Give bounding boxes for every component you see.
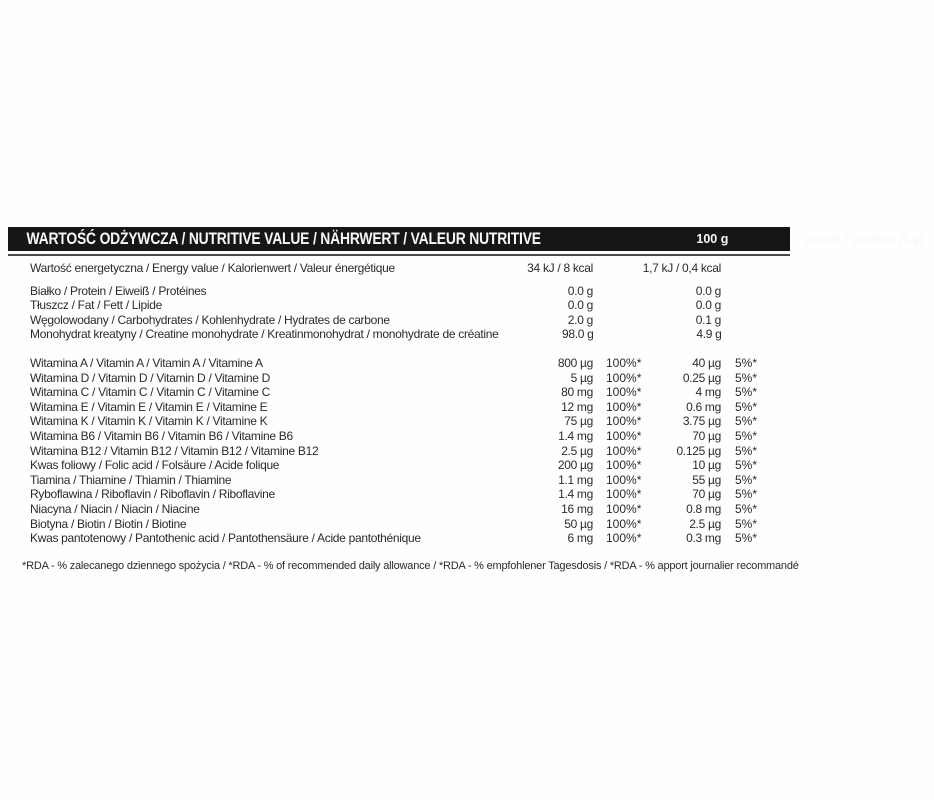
rda-per-100g: 100%* — [606, 414, 642, 429]
nutrition-label — [8, 227, 925, 572]
table-row-riboflavin — [8, 487, 790, 502]
rda-per-portion: 5%* — [735, 355, 758, 370]
row-label: Witamina K / Vitamin K / Vitamin K / Vitamine K — [30, 414, 268, 429]
rda-per-100g: 100%* — [606, 531, 642, 546]
table-row-carbohydrates — [8, 313, 790, 328]
value-per-portion: 4.9 g — [696, 327, 722, 342]
row-label: Kwas pantotenowy / Pantothenic acid / Pantothensäure / Acide pantothénique — [30, 531, 421, 546]
row-label: Monohydrat kreatyny / Creatine monohydrate / Kreatinmonohydrat / monohydrate de créatine — [30, 327, 499, 342]
nutrition-title: WARTOŚĆ ODŻYWCZA / NUTRITIVE VALUE / NÄHRWERT / VALEUR NUTRITIVE — [26, 229, 541, 248]
value-per-portion: 0.1 g — [695, 312, 721, 327]
value-per-portion: 0.3 mg — [686, 531, 721, 546]
rda-per-portion: 5%* — [735, 472, 758, 487]
value-per-portion: 10 µg — [692, 458, 721, 473]
table-row-vitamin-e — [8, 400, 790, 415]
row-label: Węgolowodany / Carbohydrates / Kohlenhydrate / Hydrates de carbone — [30, 312, 390, 327]
table-row-vitamin-k — [8, 414, 790, 429]
value-per-portion: 0.0 g — [695, 283, 721, 298]
table-row-energy — [8, 261, 790, 276]
value-per-portion: 70 µg — [692, 428, 721, 443]
value-per-portion: 4 mg — [695, 385, 721, 400]
rda-per-portion: 5%* — [735, 487, 758, 502]
rda-per-portion: 5%* — [735, 501, 758, 516]
value-per-100g: 800 µg — [557, 355, 593, 370]
value-per-100g: 1.4 mg — [558, 487, 593, 502]
row-label: Ryboflawina / Riboflavin / Riboflavin / Riboflavine — [30, 487, 275, 502]
rda-per-portion: 5%* — [735, 516, 758, 531]
row-label: Białko / Protein / Eiweiß / Protéines — [30, 283, 207, 298]
value-per-portion: 70 µg — [692, 487, 721, 502]
value-per-100g: 98.0 g — [561, 327, 594, 342]
table-row-vitamin-c — [8, 385, 790, 400]
value-per-portion: 0.8 mg — [686, 501, 721, 516]
row-label: Witamina B12 / Vitamin B12 / Vitamin B12 / Vitamine B12 — [30, 443, 319, 458]
value-per-portion: 0.125 µg — [676, 443, 721, 458]
row-label: Tiamina / Thiamine / Thiamin / Thiamine — [30, 472, 232, 487]
value-per-portion: 0.0 g — [695, 298, 721, 313]
row-label: Witamina E / Vitamin E / Vitamin E / Vitamine E — [30, 399, 268, 414]
rda-footnote: *RDA - % zalecanego dziennego spożycia / *RDA - % of recommended daily allowance / *RDA - % empfohlener Tagesdosis / *RDA - % apport journalier recommandé — [22, 559, 799, 572]
rda-per-100g: 100%* — [606, 399, 642, 414]
row-label: Tłuszcz / Fat / Fett / Lipide — [30, 298, 163, 313]
value-per-portion: 40 µg — [692, 355, 721, 370]
row-label: Witamina B6 / Vitamin B6 / Vitamin B6 / Vitamine B6 — [30, 428, 293, 443]
rda-per-100g: 100%* — [606, 516, 642, 531]
nutrition-header-bar — [8, 227, 925, 251]
table-row-vitamin-a — [8, 356, 790, 371]
value-per-portion: 0.25 µg — [682, 370, 721, 385]
rda-per-100g: 100%* — [606, 487, 642, 502]
table-row-pantothenic-acid — [8, 531, 790, 546]
value-per-100g: 12 mg — [561, 399, 593, 414]
rda-per-100g: 100%* — [606, 385, 642, 400]
row-label: Kwas foliowy / Folic acid / Folsäure / Acide folique — [30, 458, 280, 473]
value-per-100g: 6 mg — [567, 531, 593, 546]
value-per-100g: 5 µg — [570, 370, 593, 385]
column-header-100g: 100 g — [696, 232, 729, 246]
macronutrients-section — [8, 284, 790, 342]
rda-per-100g: 100%* — [606, 428, 642, 443]
value-per-portion: 1,7 kJ / 0,4 kcal — [642, 261, 721, 275]
rda-per-100g: 100%* — [606, 355, 642, 370]
rda-per-portion: 5%* — [735, 428, 758, 443]
value-per-portion: 0.6 mg — [686, 399, 721, 414]
value-per-100g: 0.0 g — [567, 283, 593, 298]
value-per-100g: 16 mg — [561, 501, 593, 516]
rda-per-100g: 100%* — [606, 370, 642, 385]
vitamins-section — [8, 356, 790, 546]
row-label: Wartość energetyczna / Energy value / Kalorienwert / Valeur énergétique — [30, 261, 395, 275]
rda-per-portion: 5%* — [735, 458, 758, 473]
value-per-100g: 34 kJ / 8 kcal — [527, 261, 593, 275]
value-per-100g: 200 µg — [557, 458, 593, 473]
row-label: Witamina D / Vitamin D / Vitamin D / Vitamine D — [30, 370, 270, 385]
table-row-thiamine — [8, 473, 790, 488]
table-row-vitamin-b6 — [8, 429, 790, 444]
rda-per-100g: 100%* — [606, 458, 642, 473]
row-label: Niacyna / Niacin / Niacin / Niacine — [30, 501, 200, 516]
value-per-portion: 2.5 µg — [689, 516, 721, 531]
table-row-folic-acid — [8, 458, 790, 473]
value-per-100g: 80 mg — [561, 385, 593, 400]
table-row-vitamin-d — [8, 371, 790, 386]
row-label: Biotyna / Biotin / Biotin / Biotine — [30, 516, 187, 531]
table-row-protein — [8, 284, 790, 299]
value-per-100g: 50 µg — [564, 516, 593, 531]
value-per-100g: 75 µg — [564, 414, 593, 429]
header-divider-rule — [8, 254, 790, 256]
row-label: Witamina C / Vitamin C / Vitamin C / Vitamine C — [30, 385, 270, 400]
rda-per-100g: 100%* — [606, 501, 642, 516]
rda-per-portion: 5%* — [735, 531, 758, 546]
table-row-fat — [8, 298, 790, 313]
rda-per-100g: 100%* — [606, 472, 642, 487]
value-per-portion: 55 µg — [692, 472, 721, 487]
rda-per-portion: 5%* — [735, 370, 758, 385]
value-per-100g: 2.0 g — [567, 312, 593, 327]
value-per-portion: 3.75 µg — [682, 414, 721, 429]
value-per-100g: 1.1 mg — [558, 472, 593, 487]
rda-per-portion: 5%* — [735, 443, 758, 458]
rda-per-portion: 5%* — [735, 385, 758, 400]
table-row-creatine-monohydrate — [8, 327, 790, 342]
value-per-100g: 1.4 mg — [558, 428, 593, 443]
row-label: Witamina A / Vitamin A / Vitamin A / Vitamine A — [30, 355, 263, 370]
table-row-vitamin-b12 — [8, 444, 790, 459]
column-header-portion: porcja / portion (5 g) — [803, 232, 925, 246]
table-row-biotin — [8, 517, 790, 532]
value-per-100g: 2.5 µg — [561, 443, 593, 458]
table-row-niacin — [8, 502, 790, 517]
value-per-100g: 0.0 g — [567, 298, 593, 313]
rda-per-portion: 5%* — [735, 399, 758, 414]
rda-per-100g: 100%* — [606, 443, 642, 458]
rda-per-portion: 5%* — [735, 414, 758, 429]
energy-section — [8, 261, 790, 276]
